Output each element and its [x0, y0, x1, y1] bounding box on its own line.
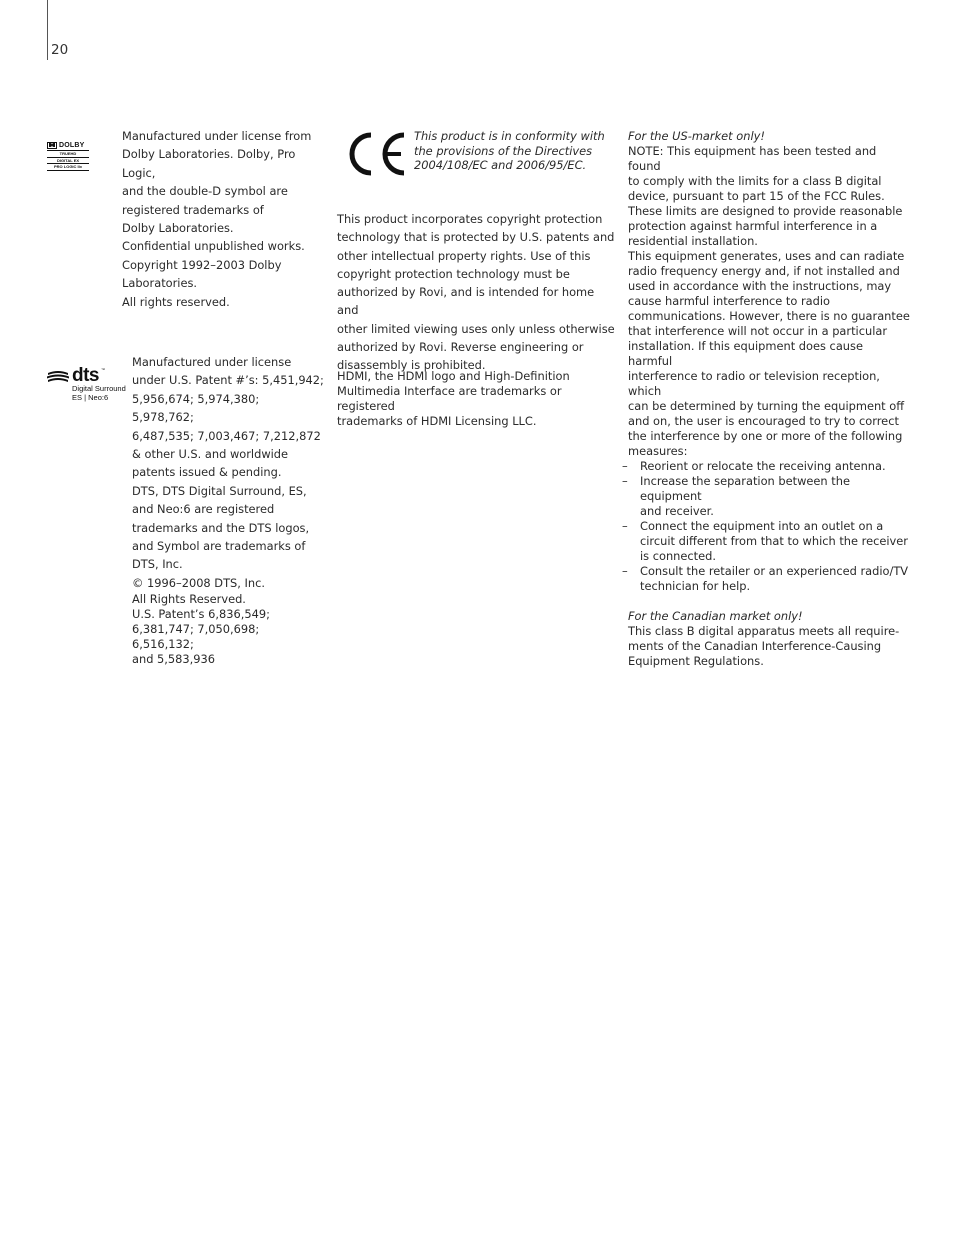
text-line: authorized by Rovi. Reverse engineering or	[337, 340, 584, 355]
dts-logo-word: dts	[72, 365, 99, 386]
text-line: & other U.S. and worldwide	[132, 447, 289, 462]
text-line: other intellectual property rights. Use of this	[337, 248, 591, 263]
text-line: DTS, DTS Digital Surround, ES,	[132, 483, 307, 498]
list-dash: –	[622, 564, 628, 578]
text-line: and Symbol are trademarks of	[132, 539, 306, 554]
text-line: communications. However, there is no guarantee	[628, 309, 910, 323]
text-line: © 1996–2008 DTS, Inc.	[132, 575, 265, 590]
dolby-logo-line: TRUEHD	[47, 151, 89, 158]
dolby-logo-word: DOLBY	[59, 141, 85, 149]
text-line: Increase the separation between the equipment	[640, 474, 850, 503]
text-line: ments of the Canadian Interference-Causing	[628, 639, 882, 653]
text-line: Multimedia Interface are trademarks or registered	[337, 384, 562, 413]
text-line: HDMI, the HDMI logo and High-Definition	[337, 369, 570, 383]
text-line: device, pursuant to part 15 of the FCC Rules.	[628, 189, 885, 203]
text-line: This equipment generates, uses and can radiate	[628, 249, 905, 263]
text-line: Reorient or relocate the receiving antenna.	[640, 459, 886, 473]
text-line: This product is in conformity with	[414, 129, 605, 143]
list-item	[622, 474, 910, 519]
text-line: technology that is protected by U.S. patents and	[337, 230, 615, 245]
measures-list	[622, 459, 910, 594]
text-line: Confidential unpublished works.	[122, 239, 305, 254]
text-line: 2004/108/EC and 2006/95/EC.	[414, 158, 587, 173]
margin-rule	[47, 0, 48, 60]
hdmi-trademark-text	[337, 369, 617, 429]
text-line: NOTE: This equipment has been tested and found	[628, 144, 877, 173]
text-line: copyright protection technology must be	[337, 266, 570, 281]
list-item	[622, 519, 910, 564]
text-line: and the double-D symbol are	[122, 184, 288, 199]
list-item	[622, 564, 910, 594]
text-line: installation. If this equipment does cause harmful	[628, 339, 863, 368]
text-line: trademarks and the DTS logos,	[132, 520, 310, 535]
text-line: Manufactured under license from	[122, 129, 312, 143]
dts-license-text	[132, 353, 324, 667]
dts-logo-caption: ES | Neo:6	[72, 393, 109, 402]
dolby-logo	[47, 141, 90, 171]
text-line: Copyright 1992–2003 Dolby	[122, 257, 282, 272]
text-line: protection against harmful interference in a	[628, 219, 878, 233]
regulatory-notice	[622, 129, 910, 669]
text-line: Dolby Laboratories. Dolby, Pro Logic,	[122, 147, 296, 180]
text-line: cause harmful interference to radio	[628, 294, 831, 308]
text-line: Laboratories.	[122, 276, 198, 291]
dolby-logo-line: PRO LOGIC IIx	[47, 164, 89, 171]
text-line: patents issued & pending.	[132, 465, 282, 480]
text-line: authorized by Rovi, and is intended for home and	[337, 285, 595, 318]
text-line: and receiver.	[640, 504, 714, 518]
page-number: 20	[51, 42, 69, 58]
text-line: All rights reserved.	[122, 294, 230, 309]
text-line: and Neo:6 are registered	[132, 502, 275, 517]
dolby-license-text	[122, 127, 332, 311]
text-line: Manufactured under license	[132, 355, 292, 369]
text-line: This class B digital apparatus meets all require-	[628, 624, 900, 638]
text-line: the provisions of the Directives	[414, 143, 593, 158]
text-line: and 5,583,936	[132, 652, 216, 667]
dolby-logo-line: DIGITAL EX	[47, 158, 89, 165]
text-line: and on, the user is encouraged to try to correct	[628, 414, 899, 428]
ce-conformity-text	[414, 129, 614, 173]
text-line: the interference by one or more of the following	[628, 429, 903, 443]
text-line: other limited viewing uses only unless otherwise	[337, 321, 615, 336]
trademark-symbol: ™	[101, 367, 105, 372]
list-dash: –	[622, 474, 628, 488]
text-line: Equipment Regulations.	[628, 654, 764, 668]
text-line: residential installation.	[628, 234, 758, 248]
list-item	[622, 459, 910, 474]
text-line: registered trademarks of	[122, 202, 264, 217]
text-line: that interference will not occur in a particular	[628, 324, 888, 338]
ce-mark-icon	[345, 131, 407, 177]
text-line: U.S. Patent’s 6,836,549;	[132, 607, 270, 622]
text-line: Consult the retailer or an experienced radio/TV	[640, 564, 909, 578]
text-line: disassembly is prohibited.	[337, 358, 486, 373]
text-line: under U.S. Patent #’s: 5,451,942;	[132, 373, 324, 388]
dts-logo	[46, 367, 126, 405]
canada-market-heading: For the Canadian market only!	[628, 609, 803, 623]
text-line: measures:	[628, 444, 688, 458]
text-line: Connect the equipment into an outlet on a	[640, 519, 884, 533]
us-market-heading: For the US-market only!	[628, 129, 765, 143]
text-line: 5,956,674; 5,974,380; 5,978,762;	[132, 391, 260, 425]
text-line: 6,381,747; 7,050,698; 6,516,132;	[132, 622, 260, 652]
text-line: technician for help.	[640, 579, 751, 593]
text-line: interference to radio or television reception, which	[628, 369, 880, 398]
text-line: 6,487,535; 7,003,467; 7,212,872	[132, 428, 321, 443]
text-line: is connected.	[640, 549, 716, 563]
dts-logo-caption: Digital Surround	[72, 384, 126, 393]
text-line: can be determined by turning the equipment off	[628, 399, 905, 413]
dts-symbol-icon	[46, 370, 70, 384]
double-d-icon	[47, 142, 57, 149]
text-line: circuit different from that to which the receiver	[640, 534, 908, 548]
text-line: DTS, Inc.	[132, 557, 183, 572]
text-line: All Rights Reserved.	[132, 592, 246, 607]
list-dash: –	[622, 519, 628, 533]
text-line: trademarks of HDMI Licensing LLC.	[337, 414, 537, 428]
text-line: radio frequency energy and, if not installed and	[628, 264, 900, 278]
text-line: These limits are designed to provide reasonable	[628, 204, 903, 218]
text-line: Dolby Laboratories.	[122, 221, 234, 236]
text-line: used in accordance with the instructions, may	[628, 279, 892, 293]
list-dash: –	[622, 459, 628, 473]
rovi-copyright-text	[337, 210, 617, 375]
text-line: This product incorporates copyright protection	[337, 212, 603, 226]
text-line: to comply with the limits for a class B digital	[628, 174, 882, 188]
